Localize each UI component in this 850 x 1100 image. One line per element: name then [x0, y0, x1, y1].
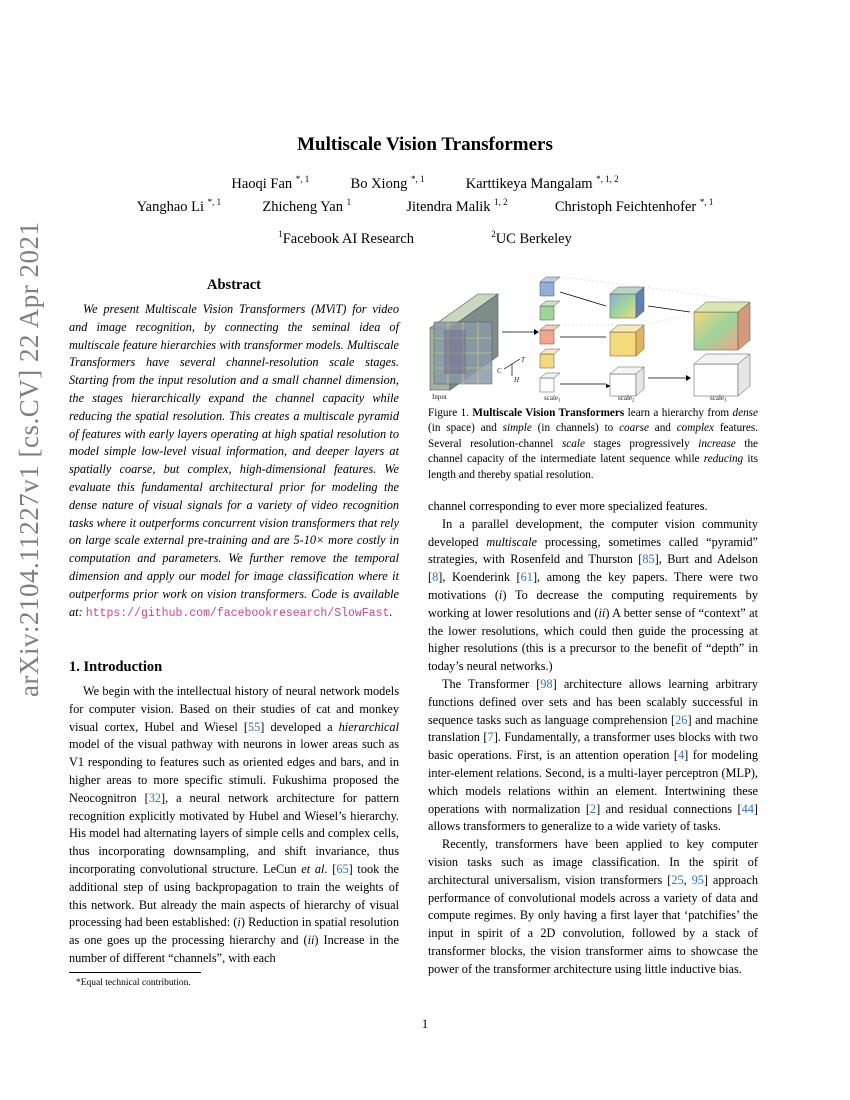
code-link[interactable]: https://github.com/facebookresearch/SlowFast [85, 606, 390, 620]
affiliations [0, 231, 850, 248]
svg-text:T: T [521, 356, 525, 364]
arrow-head [534, 329, 539, 335]
figure-scale1-label: scale$_1$ [544, 394, 561, 404]
intro-paragraph: We begin with the intellectual history of neural network models for computer vision. Based on their studies of cat and monkey visual cortex, Hubel and Wiesel [55] developed a hierarchical model of the visual pathway with neurons in lower areas such as V1 responding to features such as oriented edges and bars, and in higher areas to more specific stimuli. Fukushima proposed the Neocognitron [32], a neural network architecture for pattern recognition explicitly motivated by Hubel and Wiesel’s hierarchy. His model had alternating layers of simple cells and complex cells, thus incorporating downsampling, and shift invariance, thus incorporating convolutional structure. LeCun et al. [65] took the additional step of using backpropagation to train the weights of this network. But already the main aspects of hierarchy of visual processing had been established: (i) Reduction in spatial resolution as one goes up the processing hierarchy and (ii) Increase in the number of different “channels”, with each [69, 684, 400, 965]
figure-scale2-label: scale$_2$ [618, 394, 635, 404]
citation[interactable]: 98 [540, 676, 553, 691]
scale3-blocks [648, 302, 750, 396]
section-heading-introduction: 1. Introduction [69, 659, 163, 675]
paragraph-continuation: channel corresponding to ever more specialized features. [428, 499, 708, 513]
abstract-body: We present Multiscale Vision Transformers (MViT) for video and image recognition, by connecting the seminal idea of multiscale feature hierarchies with transformer models. Multiscale Transformers have several channel-resolution scale stages. Starting from the input resolution and a small channel dimension, the stages hierarchically expand the channel capacity while reducing the spatial resolution. This creates a multiscale pyramid of features with early layers operating at high spatial resolution to model simple low-level visual information, and deeper layers at spatially coarse, but complex, high-dimensional features. We evaluate this fundamental architectural prior for modeling the dense nature of visual signals for a variety of video recognition tasks where it outperforms concurrent vision transformers that rely on large scale external pre-training and are 5-10× more costly in computation and parameters. We further remove the temporal dimension and apply our model for image classification where it outperforms prior work on vision transformers. Code is available at: https://github.com/facebookresearch/SlowFast. [69, 302, 399, 620]
author: Zhicheng Yan $^1$ [262, 197, 352, 215]
paragraph: The Transformer [98] architecture allows learning arbitrary functions defined over sets and has been scalably successful in sequence tasks such as language comprehension [26] and machine translation [7]. Fundamentally, a transformer uses blocks with two basic operations. First, is an attention operation [4] for modeling inter-element relations. Second, is a multi-layer perceptron (MLP), which models relations within an element. Intertwining these operations with normalization [2] and residual connections [44] allows transformers to generalize to a wide variety of tasks. [428, 676, 759, 834]
citation[interactable]: 7 [487, 730, 494, 745]
author: Jitendra Malik $^{1, 2}$ [406, 197, 508, 215]
authors-row-2 [0, 199, 850, 216]
footnote-rule [69, 972, 201, 973]
figure-scale3-label: scale$_3$ [710, 394, 727, 404]
affiliation: $^1$Facebook AI Research [278, 229, 414, 247]
page-number: 1 [421, 1017, 429, 1031]
authors-row-1 [0, 176, 850, 193]
citation[interactable]: 65 [336, 861, 349, 876]
arxiv-id: arXiv:2104.11227v1 [cs.CV] 22 Apr 2021 [14, 221, 44, 697]
intro-column-right [428, 498, 758, 979]
citation[interactable]: 4 [677, 748, 685, 763]
citation[interactable]: 85 [642, 552, 655, 567]
citation[interactable]: 8 [432, 570, 439, 585]
figure-input-label: Input [432, 393, 447, 401]
citation[interactable]: 55 [247, 719, 261, 734]
scale1-blocks [540, 277, 560, 392]
author: Haoqi Fan $^{*, 1}$ [231, 174, 310, 192]
paragraph: Recently, transformers have been applied to key computer vision tasks such as image classification. In the spirit of architectural universalism, vision transformers [25, 95] approach performance of convolutional models across a variety of data and compute regimes. By only having a first layer that ‘patchifies’ the input in spirit of a 2D convolution, followed by a stack of transformer blocks, the vision transformer aims to showcase the power of the transformer architecture using little inductive bias. [428, 837, 758, 976]
arxiv-sidebar [14, 221, 54, 697]
citation[interactable]: 95 [691, 872, 704, 887]
abstract-heading: Abstract [207, 277, 261, 293]
svg-text:H: H [514, 376, 520, 384]
citation[interactable]: 25 [671, 872, 684, 887]
citation[interactable]: 32 [148, 790, 161, 805]
figure-1 [428, 272, 758, 404]
paper-title: Multiscale Vision Transformers [297, 134, 553, 155]
citation[interactable]: 44 [741, 801, 754, 816]
author: Yanghao Li $^{*, 1}$ [136, 197, 222, 215]
author: Christoph Feichtenhofer $^{*, 1}$ [554, 197, 714, 215]
footnote: *Equal technical contribution. [76, 978, 191, 988]
citation[interactable]: 26 [675, 712, 688, 727]
citation[interactable]: 61 [520, 570, 533, 585]
citation[interactable]: 2 [589, 801, 597, 816]
intro-column-left [69, 683, 399, 968]
affiliation: $^2$UC Berkeley [491, 229, 572, 247]
figure-caption: Figure 1. Multiscale Vision Transformers learn a hierarchy from dense (in space) and simple (in channels) to coarse and complex features. Several resolution-channel scale stages progressively increase the channel capacity of the intermediate latent sequence while reducing its length and thereby spatial resolution. [428, 407, 759, 481]
paragraph: In a parallel development, the computer vision community developed multiscale processing, sometimes called “pyramid” strategies, with Rosenfeld and Thurston [85], Burt and Adelson [8], Koenderink [61], among the key papers. There were two motivations (i) To decrease the computing requirements by working at lower resolutions and (ii) A better sense of “context” at the lower resolutions, which could then guide the processing at higher resolutions (this is a precursor to the benefit of “depth” in today’s neural networks.) [428, 516, 759, 674]
scale2-blocks [560, 287, 644, 396]
author: Karttikeya Mangalam $^{*, 1, 2}$ [465, 174, 619, 192]
axes-indicator [497, 356, 526, 384]
input-video-frames [430, 294, 498, 390]
svg-text:C: C [497, 367, 502, 375]
author: Bo Xiong $^{*, 1}$ [350, 174, 425, 192]
